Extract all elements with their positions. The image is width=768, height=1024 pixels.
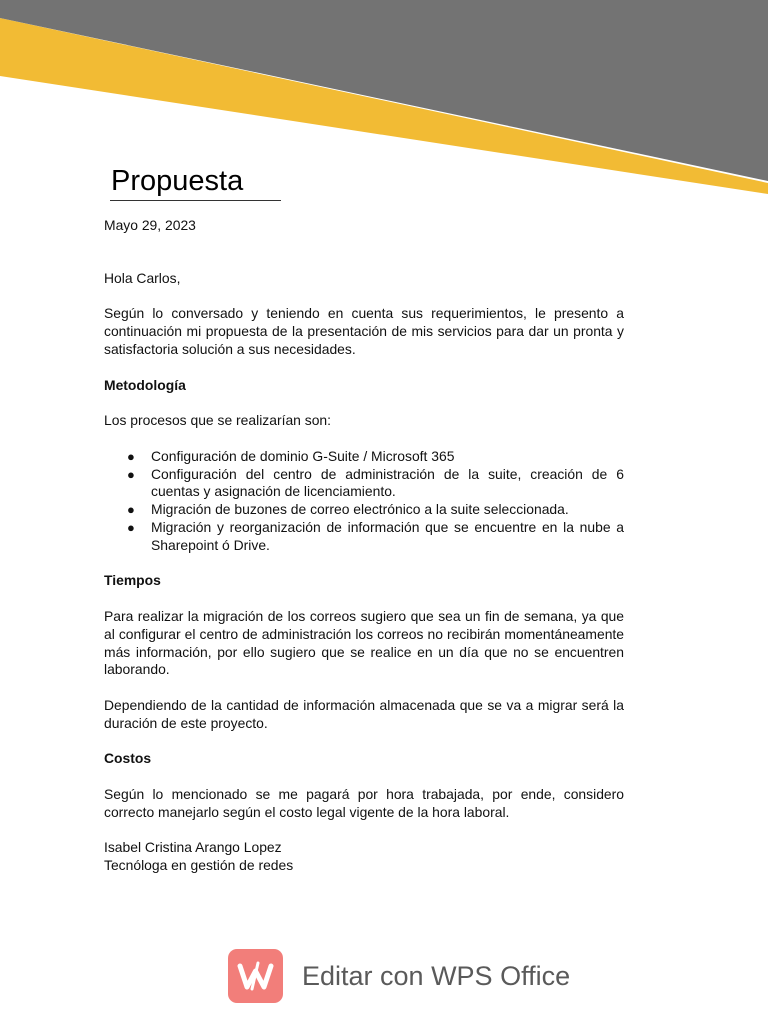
list-item-text: Configuración del centro de administración de la suite, creación de 6 cuentas y asignación de licenciamiento. <box>151 465 624 500</box>
signature-name: Isabel Cristina Arango Lopez <box>104 839 282 856</box>
section-heading-metodologia: Metodología <box>104 376 186 393</box>
wps-edit-button[interactable] <box>228 949 571 1003</box>
section-heading-tiempos: Tiempos <box>104 572 161 589</box>
list-item <box>104 519 624 555</box>
metodologia-lead: Los procesos que se realizarían son: <box>104 412 332 429</box>
process-list <box>104 448 624 555</box>
bullet-icon: ● <box>127 448 135 464</box>
bullet-icon: ● <box>127 466 135 482</box>
bullet-icon: ● <box>127 519 135 535</box>
tiempos-paragraph: Para realizar la migración de los correos sugiero que sea un fin de semana, ya que al configurar el centro de administración los correos no recibirán momentáneamente más información, por ello sugiero que se realice en un día que no se encuentren laborando. <box>104 607 624 678</box>
wps-w-icon <box>228 949 283 1003</box>
list-item-text: Migración de buzones de correo electrónico a la suite seleccionada. <box>151 501 569 518</box>
title-underline <box>110 200 281 201</box>
list-item <box>104 448 624 466</box>
bullet-icon: ● <box>127 502 135 518</box>
list-item-text: Migración y reorganización de información que se encuentre en la nube a Sharepoint ó Drive. <box>151 518 624 553</box>
section-heading-costos: Costos <box>104 750 152 767</box>
page-title: Propuesta <box>111 165 244 197</box>
tiempos-paragraph: Dependiendo de la cantidad de información almacenada que se va a migrar será la duración de este proyecto. <box>104 696 624 731</box>
list-item <box>104 501 624 519</box>
signature-role: Tecnóloga en gestión de redes <box>104 857 294 874</box>
list-item-text: Configuración de dominio G-Suite / Microsoft 365 <box>151 447 455 464</box>
wps-edit-label: Editar con WPS Office <box>302 961 571 991</box>
intro-paragraph: Según lo conversado y teniendo en cuenta sus requerimientos, le presento a continuación mi propuesta de la presentación de mis servicios para dar un pronta y satisfactoria solución a sus necesidades. <box>104 305 624 357</box>
document-date: Mayo 29, 2023 <box>104 217 196 233</box>
costos-paragraph: Según lo mencionado se me pagará por hora trabajada, por ende, considero correcto manejarlo según el costo legal vigente de la hora laboral. <box>104 785 624 820</box>
document-body <box>104 217 624 875</box>
list-item <box>104 466 624 502</box>
greeting: Hola Carlos, <box>104 269 181 286</box>
